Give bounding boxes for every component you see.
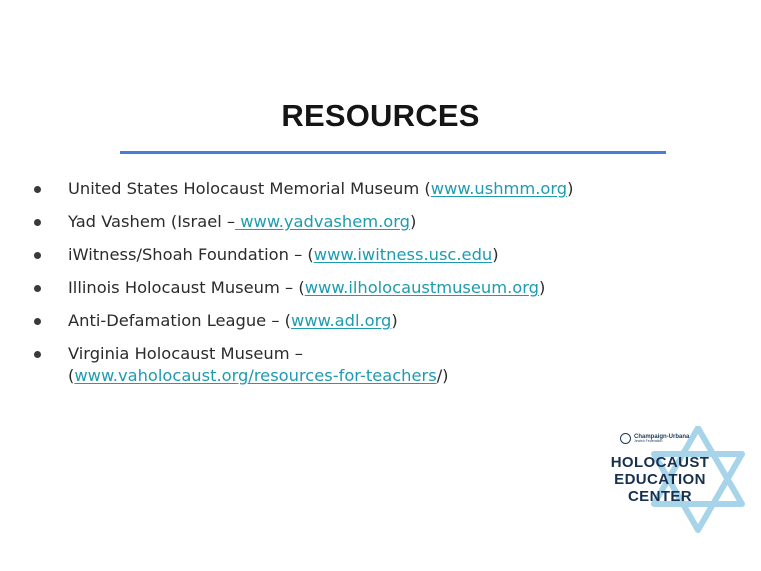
resource-text-end: /): [436, 366, 449, 385]
resource-text-end: ): [567, 179, 574, 198]
title-underline: [120, 151, 666, 154]
resource-link[interactable]: www.vaholocaust.org/resources-for-teachers: [74, 366, 437, 385]
resource-text: United States Holocaust Memorial Museum (: [68, 179, 431, 198]
federation-subtitle: Jewish Federation: [634, 438, 663, 443]
resource-text-end: ): [492, 245, 499, 264]
bullet-icon: [34, 285, 41, 292]
bullet-icon: [34, 351, 41, 358]
holocaust-education-center-logo: [590, 426, 745, 534]
bullet-icon: [34, 318, 41, 325]
list-item: [34, 178, 714, 200]
resource-list: [34, 178, 714, 398]
federation-emblem-icon: [620, 433, 631, 444]
resource-text: iWitness/Shoah Foundation – (: [68, 245, 314, 264]
list-item: [34, 277, 714, 299]
bullet-icon: [34, 252, 41, 259]
list-item: [34, 310, 714, 332]
resource-text: Virginia Holocaust Museum –: [68, 344, 303, 363]
slide-title: RESOURCES: [281, 98, 480, 133]
list-item: [34, 244, 714, 266]
federation-mark: [620, 433, 689, 444]
resource-link[interactable]: www.adl.org: [291, 311, 392, 330]
resource-text-end: ): [539, 278, 546, 297]
resource-text-end: ): [409, 212, 417, 231]
bullet-icon: [34, 186, 41, 193]
resource-link[interactable]: www.ushmm.org: [430, 179, 568, 198]
federation-name: Champaign-Urbana: [634, 433, 690, 440]
logo-line-1: HOLOCAUST: [610, 454, 710, 471]
logo-wordmark: [590, 454, 730, 505]
resource-text: Anti-Defamation League – (: [68, 311, 291, 330]
bullet-icon: [34, 219, 41, 226]
resource-link[interactable]: www.yadvashem.org: [235, 212, 410, 231]
logo-line-2: EDUCATION: [614, 471, 706, 488]
resource-text: Illinois Holocaust Museum – (: [68, 278, 305, 297]
resource-text-paren: (: [68, 366, 75, 385]
resource-text-end: ): [391, 311, 398, 330]
list-item: [34, 211, 714, 233]
resource-text: Yad Vashem (Israel –: [68, 212, 236, 231]
list-item: [34, 343, 714, 387]
resource-link[interactable]: www.iwitness.usc.edu: [313, 245, 493, 264]
resource-link[interactable]: www.ilholocaustmuseum.org: [304, 278, 539, 297]
logo-line-3: CENTER: [627, 488, 693, 505]
